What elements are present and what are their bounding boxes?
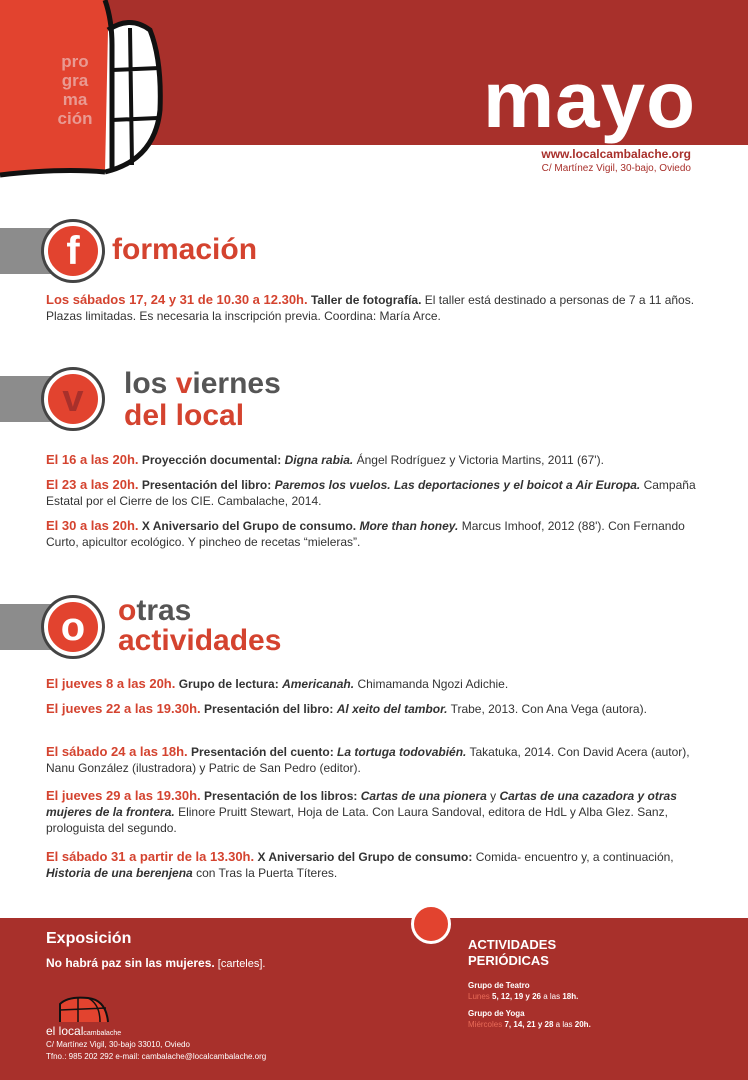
teatro-item: Grupo de Teatro Lunes 5, 12, 19 y 26 a las 18h.	[468, 981, 579, 1001]
viernes-entry: El 16 a las 20h. Proyección documental: Digna rabia. Ángel Rodríguez y Victoria Martins, 2011 (67').	[46, 452, 604, 467]
otras-entry: El jueves 22 a las 19.30h. Presentación del libro: Al xeito del tambor. Trabe, 2013. Con Ana Vega (autora).	[46, 701, 647, 716]
otras-entry: El jueves 29 a las 19.30h. Presentación de los libros: Cartas de una pionera y Cartas de una cazadora y otras mujeres de la frontera. Elinore Pruitt Stewart, Hoja de Lata. Con Laura Sandoval, editora de HdL y Alba Glez. Sanz, prologuista del segundo.	[46, 788, 677, 835]
otras-entry: El sábado 31 a partir de la 13.30h. X Aniversario del Grupo de consumo: Comida- encuentro y, a continuación, Historia de una berenjena con Tras la Puerta Títeres.	[46, 849, 674, 880]
header-address: C/ Martínez Vigil, 30-bajo, Oviedo	[541, 163, 691, 174]
viernes-entry: El 30 a las 20h. X Aniversario del Grupo de consumo. More than honey. Marcus Imhoof, 2012 (88'). Con Fernando Curto, apicultor ecológico. Y pincheo de recetas “mieleras”.	[46, 518, 685, 549]
actividades-title: ACTIVIDADES PERIÓDICAS	[468, 937, 557, 968]
otras-icon: o	[44, 598, 102, 656]
viernes-icon: v	[44, 370, 102, 428]
exposicion-title: Exposición	[46, 930, 132, 947]
formacion-title: formación	[112, 233, 258, 266]
cambalache-logo-icon	[48, 994, 118, 1024]
month-title: mayo	[483, 55, 696, 144]
otras-entry: El sábado 24 a las 18h. Presentación del cuento: La tortuga todovabién. Takatuka, 2014. Con David Acera (autor), Nanu González (ilustradora) y Patric de San Pedro (editor).	[46, 744, 690, 775]
otras-entry: El jueves 8 a las 20h. Grupo de lectura: Americanah. Chimamanda Ngozi Adichie.	[46, 676, 509, 691]
yoga-item: Grupo de Yoga Miércoles 7, 14, 21 y 28 a las 20h.	[468, 1009, 591, 1029]
exposicion-text: No habrá paz sin las mujeres. [carteles].	[46, 956, 266, 970]
footer-circle-icon	[411, 904, 451, 944]
otras-title: otras actividades	[118, 594, 282, 657]
viernes-entry: El 23 a las 20h. Presentación del libro: Paremos los vuelos. Las deportaciones y el boicot a Air Europa. Campaña Estatal por el Cierre de los CIE. Cambalache, 2014.	[46, 477, 696, 508]
formacion-entry: Los sábados 17, 24 y 31 de 10.30 a 12.30h. Taller de fotografía. El taller está destinado a personas de 7 a 11 años. Plazas limitadas. Es necesaria la inscripción previa. Coordina: María Arce.	[46, 292, 695, 323]
local-info: C/ Martínez Vigil, 30-bajo 33010, Oviedo Tfno.: 985 202 292 e-mail: cambalache@localcambalache.org	[46, 1040, 267, 1061]
local-name: el localcambalache	[46, 1024, 122, 1038]
viernes-title: los viernes del local	[124, 367, 281, 432]
website-link[interactable]: www.localcambalache.org	[541, 147, 691, 161]
formacion-icon: f	[44, 222, 102, 280]
programacion-label: pro gra ma ción	[57, 52, 93, 128]
